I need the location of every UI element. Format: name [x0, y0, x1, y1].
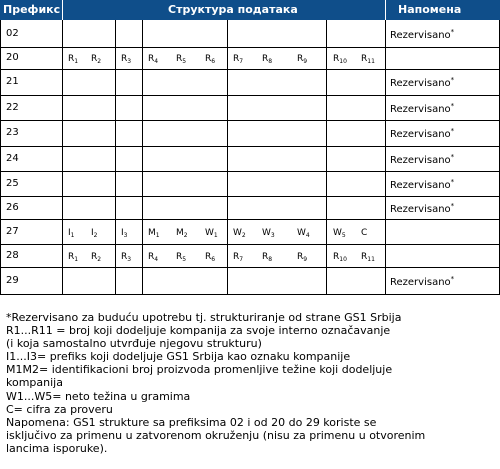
footnote-mark: *	[450, 28, 455, 36]
reserved-note	[390, 76, 454, 89]
legend-line: *Rezervisano za buduću upotrebu tj. strukturiranje od strane GS1 Srbija	[6, 311, 402, 324]
row-divider	[0, 171, 500, 172]
cell-subscript: 1	[155, 232, 160, 239]
legend-line: (i koja samostalno utvrđuje njegovu strukturu)	[6, 337, 262, 351]
structure-cell	[205, 251, 215, 266]
cell-subscript: 8	[268, 256, 273, 263]
row-prefix: 27	[6, 226, 19, 237]
header-structure: Структура података	[168, 3, 298, 16]
structure-cell	[148, 227, 160, 242]
row-divider	[0, 196, 500, 197]
reserved-text: Rezervisano	[390, 155, 451, 166]
cell-symbol: R	[205, 252, 212, 262]
column-divider	[142, 20, 143, 295]
column-divider	[385, 20, 386, 295]
structure-cell	[121, 227, 127, 242]
footnote-mark: *	[450, 178, 455, 186]
cell-subscript: 4	[305, 232, 310, 239]
cell-subscript: 2	[97, 256, 102, 263]
footnote-mark: *	[450, 127, 455, 135]
cell-symbol: W	[297, 228, 306, 238]
structure-cell	[233, 53, 243, 68]
cell-subscript: 11	[367, 58, 375, 65]
row-prefix: 02	[6, 28, 19, 39]
footnote-mark: *	[450, 76, 455, 84]
reserved-text: Rezervisano	[390, 78, 451, 89]
reserved-text: Rezervisano	[390, 30, 451, 41]
cell-symbol: R	[333, 252, 340, 262]
structure-cell	[121, 53, 131, 68]
column-divider	[115, 20, 116, 295]
cell-subscript: 9	[303, 256, 308, 263]
structure-cell	[68, 227, 74, 242]
cell-symbol: R	[121, 54, 128, 64]
structure-cell	[68, 251, 78, 266]
reserved-note	[390, 28, 454, 41]
cell-symbol: R	[233, 252, 240, 262]
column-divider	[62, 20, 63, 295]
cell-symbol: M	[176, 228, 184, 238]
cell-subscript: 6	[211, 58, 216, 65]
legend-line: kompanija	[6, 376, 63, 390]
cell-subscript: 5	[341, 232, 346, 239]
cell-symbol: I	[121, 228, 124, 238]
header-divider	[62, 0, 63, 20]
footnote-mark: *	[450, 102, 455, 110]
cell-subscript: 4	[154, 58, 159, 65]
cell-subscript: 3	[127, 58, 132, 65]
row-prefix: 20	[6, 52, 19, 63]
cell-symbol: M	[148, 228, 156, 238]
cell-symbol: I	[68, 228, 71, 238]
row-prefix: 22	[6, 102, 19, 113]
cell-subscript: 8	[268, 58, 273, 65]
cell-symbol: R	[205, 54, 212, 64]
cell-symbol: R	[68, 252, 75, 262]
structure-cell	[262, 53, 272, 68]
structure-cell	[262, 251, 272, 266]
legend-notes	[6, 311, 496, 455]
structure-cell	[91, 251, 101, 266]
cell-symbol: W	[333, 228, 342, 238]
cell-symbol: R	[148, 252, 155, 262]
structure-cell	[205, 53, 215, 68]
cell-subscript: 10	[339, 58, 347, 65]
cell-symbol: R	[176, 252, 183, 262]
structure-cell	[333, 227, 346, 242]
structure-cell	[176, 53, 186, 68]
header-prefix: Префикс	[3, 3, 61, 16]
footnote-mark: *	[450, 202, 455, 210]
reserved-note	[390, 275, 454, 288]
reserved-text: Rezervisano	[390, 204, 451, 215]
row-prefix: 23	[6, 127, 19, 138]
legend-line: W1...W5= neto težina u gramima	[6, 389, 191, 403]
cell-symbol: R	[91, 252, 98, 262]
reserved-text: Rezervisano	[390, 104, 451, 115]
cell-subscript: 5	[182, 58, 187, 65]
cell-symbol: R	[262, 54, 269, 64]
header-note: Напомена	[398, 3, 462, 16]
cell-subscript: 7	[239, 58, 244, 65]
reserved-text: Rezervisano	[390, 180, 451, 191]
footnote-mark: *	[450, 153, 455, 161]
cell-subscript: 10	[339, 256, 347, 263]
structure-cell	[233, 227, 246, 242]
structure-cell	[297, 251, 307, 266]
cell-subscript: 1	[213, 232, 218, 239]
reserved-note	[390, 178, 454, 191]
structure-cell	[91, 227, 97, 242]
row-prefix: 21	[6, 76, 19, 87]
cell-subscript: 7	[239, 256, 244, 263]
column-divider	[227, 20, 228, 295]
row-divider	[0, 146, 500, 147]
cell-symbol: R	[176, 54, 183, 64]
row-divider	[0, 69, 500, 70]
reserved-text: Rezervisano	[390, 129, 451, 140]
cell-symbol: R	[233, 54, 240, 64]
cell-symbol: R	[121, 252, 128, 262]
cell-symbol: R	[297, 54, 304, 64]
cell-symbol: R	[148, 54, 155, 64]
cell-subscript: 6	[211, 256, 216, 263]
structure-cell	[176, 227, 188, 242]
cell-symbol: W	[233, 228, 242, 238]
cell-subscript: 3	[127, 256, 132, 263]
row-divider	[0, 120, 500, 121]
structure-cell	[233, 251, 243, 266]
cell-symbol: W	[262, 228, 271, 238]
table-header	[0, 0, 500, 20]
legend-line: lancima isporuke).	[6, 441, 108, 455]
column-divider	[0, 20, 1, 295]
row-divider	[0, 47, 500, 48]
cell-subscript: 1	[70, 232, 75, 239]
row-prefix: 24	[6, 153, 19, 164]
row-divider	[0, 219, 500, 220]
cell-subscript: 4	[154, 256, 159, 263]
legend-line: I1...I3= prefiks koji dodeljuje GS1 Srbija kao oznaku kompanije	[6, 350, 351, 364]
cell-symbol: R	[333, 54, 340, 64]
reserved-text: Rezervisano	[390, 277, 451, 288]
footnote-mark: *	[450, 275, 455, 283]
structure-cell	[176, 251, 186, 266]
cell-symbol: R	[68, 54, 75, 64]
structure-cell	[361, 251, 375, 266]
structure-cell	[148, 251, 158, 266]
cell-subscript: 3	[270, 232, 275, 239]
structure-table	[0, 20, 500, 295]
reserved-note	[390, 127, 454, 140]
structure-cell	[297, 53, 307, 68]
cell-subscript: 5	[182, 256, 187, 263]
structure-cell	[68, 53, 78, 68]
row-divider	[0, 244, 500, 245]
cell-symbol: W	[205, 228, 214, 238]
reserved-note	[390, 102, 454, 115]
cell-symbol: R	[262, 252, 269, 262]
column-divider	[326, 20, 327, 295]
header-divider	[385, 0, 386, 20]
structure-cell	[262, 227, 275, 242]
cell-subscript: 1	[74, 58, 79, 65]
row-divider	[0, 267, 500, 268]
legend-line: Napomena: GS1 strukture sa prefiksima 02 i od 20 do 29 koriste se	[6, 415, 377, 429]
cell-subscript: 2	[183, 232, 188, 239]
cell-symbol: I	[91, 228, 94, 238]
row-prefix: 28	[6, 250, 19, 261]
cell-subscript: 2	[97, 58, 102, 65]
cell-subscript: 3	[123, 232, 128, 239]
legend-line: C= cifra za proveru	[6, 402, 113, 416]
cell-symbol: R	[361, 54, 368, 64]
reserved-note	[390, 153, 454, 166]
cell-subscript: 2	[241, 232, 246, 239]
cell-subscript: 9	[303, 58, 308, 65]
structure-cell	[361, 227, 367, 239]
row-prefix: 26	[6, 202, 19, 213]
cell-subscript: 2	[93, 232, 98, 239]
cell-subscript: 11	[367, 256, 375, 263]
structure-cell	[333, 251, 347, 266]
structure-cell	[361, 53, 375, 68]
row-divider	[0, 95, 500, 96]
cell-symbol: R	[91, 54, 98, 64]
cell-subscript: 1	[74, 256, 79, 263]
cell-symbol: C	[361, 228, 368, 238]
cell-symbol: R	[361, 252, 368, 262]
reserved-note	[390, 202, 454, 215]
structure-cell	[297, 227, 310, 242]
structure-cell	[148, 53, 158, 68]
structure-cell	[121, 251, 131, 266]
row-divider	[0, 294, 500, 295]
row-prefix: 29	[6, 275, 19, 286]
legend-line: M1M2= identifikacioni broj proizvoda promenljive težine koji dodeljuje	[6, 363, 393, 377]
structure-cell	[333, 53, 347, 68]
structure-cell	[91, 53, 101, 68]
legend-line: R1...R11 = broj koji dodeljuje kompanija za svoje interno označavanje	[6, 324, 391, 338]
legend-line: isključivo za primenu u zatvorenom okruženju (nisu za primenu u otvorenim	[6, 428, 426, 442]
row-prefix: 25	[6, 178, 19, 189]
structure-cell	[205, 227, 218, 242]
cell-symbol: R	[297, 252, 304, 262]
